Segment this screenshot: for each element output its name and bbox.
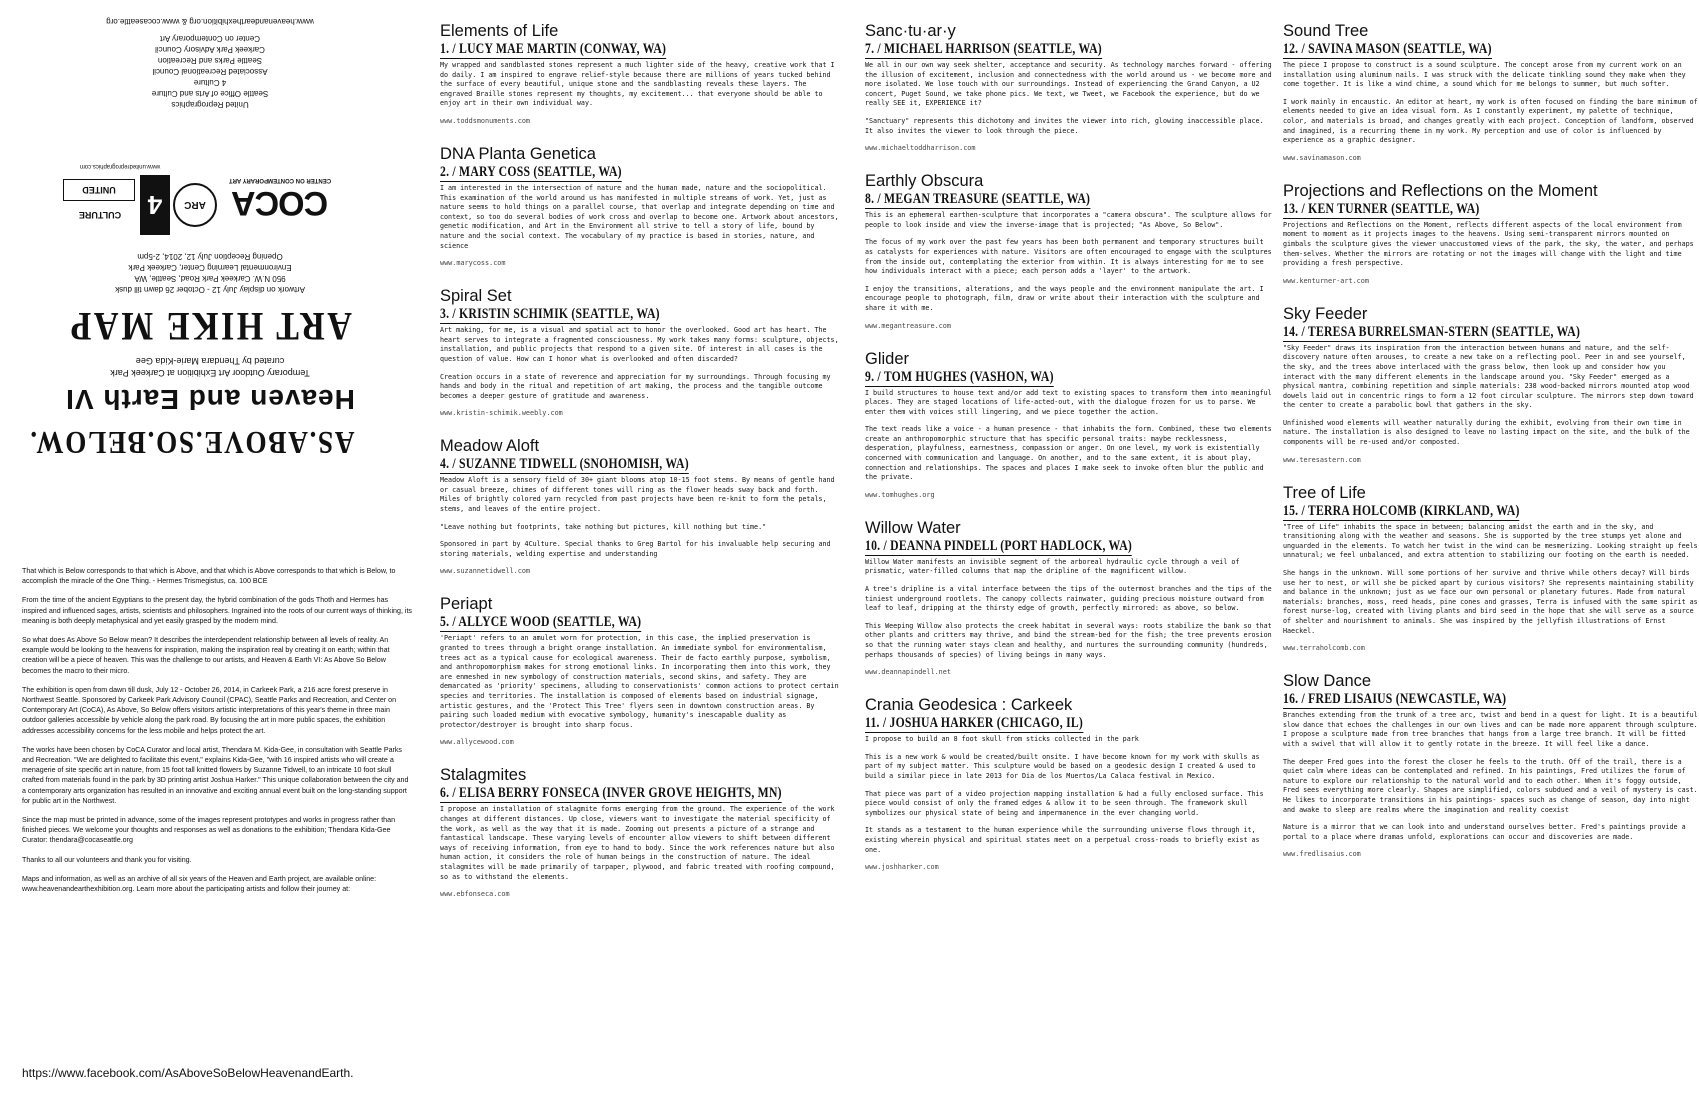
intro-paragraph: From the time of the ancient Egyptians to the present day, the hybrid combination of the gods Thoth and Hermes has inspired and influenced sages, artists, scientists and philosophers. Ingrained into the roots of our current ways of thinking, its meaning is both deeply metaphysical and yet easily grasped by the modern mind. — [22, 596, 412, 625]
cover-website: www.heavenandearthexhibition.org & www.cocaseattle.org — [106, 17, 314, 26]
hours-line: Artwork on display July 12 - October 26 dawn till dusk — [115, 285, 305, 294]
artwork-title: Slow Dance — [1283, 672, 1372, 691]
address-line: 950 N.W. Carkeek Park Road, Seattle, WA — [134, 274, 286, 283]
intro-paragraph: Since the map must be printed in advance, some of the images represent prototypes and works in progress rather than finished pieces. We welcome your thoughts and responses as well as donations to the exhibition; Thendara Kida-Gee Curator: thendara@cocaseattle.org — [22, 816, 396, 845]
artwork-title: Sky Feeder — [1283, 304, 1368, 323]
curated-line: curated by Thendara Marie-Kida Gee — [135, 356, 285, 366]
artist-website-link[interactable]: www.fredlisaius.com — [1283, 850, 1361, 859]
intro-paragraph: Maps and information, as well as an archive of all six years of the Heaven and Earth project, are available online: www.heavenandearthexhibition.org. Learn more about the participating artists and follow their journey at: — [22, 874, 377, 894]
artwork-entry — [1283, 305, 1699, 464]
description-paragraph: A tree's dripline is a vital interface between the tips of the outermost branches and the tips of the tiniest underground rootlets. The canopy collects rainwater, guiding precious moisture outward from leaf to leaf, dripping at the thirsty edge of growth, perfectly mirrored: as above, so below. — [865, 585, 1272, 613]
artist-website-link[interactable]: www.kristin-schimik.weebly.com — [440, 409, 563, 418]
intro-paragraph: That which is Below corresponds to that which is Above, and that which is Above corresponds to that which is Below, to accomplish the miracle of the One Thing. - Hermes Trismegistus, ca. 100 BCE — [22, 567, 396, 586]
description-paragraph: This is a new work & would be created/built onsite. I have become known for my work with skulls as part of my subject matter. This sculpture would be based on a geodesic design I created & used to build a similar piece in late 2013 for Dia de los Muertos/La Calaca festival in Mexico. — [865, 752, 1260, 780]
artwork-description — [440, 184, 840, 251]
description-paragraph: I am interested in the intersection of nature and the human made, nature and the sociopolitical. This examination of the world around us has manifested in multiple streams of work. Yet, just as nature seems to hold things on a parallel course, that overlap and integrate depending on time and context, so too do several bodies of work cross and overlap to become one. Artwork about ancestors, genetic modification, and Art in the Environment all strive to tell a story of life, bound by nature and the social context. The vocabulary of my practice is based in stories, nature, and science — [440, 183, 839, 250]
artist-website-link[interactable]: www.deannapindell.net — [865, 668, 951, 677]
sponsor-item: United Reprographics — [171, 100, 249, 109]
artwork-title: Projections and Reflections on the Moment — [1283, 181, 1598, 200]
artwork-title: Tree of Life — [1283, 483, 1366, 502]
intro-paragraph: Thanks to all our volunteers and thank you for visiting. — [22, 855, 192, 864]
artwork-entry — [865, 172, 1275, 329]
artist-name: 12. / SAVINA MASON (SEATTLE, WA) — [1283, 41, 1492, 57]
artwork-entry — [440, 595, 840, 746]
description-paragraph: I enjoy the transitions, alterations, and the ways people and the environment manipulate the art. I encourage people to photograph, film, draw or write about their interaction with the sculpture and share it with me. — [865, 284, 1264, 312]
artist-name: 2. / MARY COSS (SEATTLE, WA) — [440, 163, 622, 180]
artwork-description — [865, 389, 1275, 483]
description-paragraph: She hangs in the unknown. Will some portions of her survive and thrive while others decay? Will birds use her to nest, or will she be picked apart by curious visitors? She represents maintaining stability and balance in the unknown; just as we face our own personal or planetary futures. Made from natural materials: branches, moss, reed heads, pine cones and grasses, Terra is infused with the same spirit as forest nurse-log, created with living plants and bird seed in the hope that she will serve as a source of shelter and nourishment to animals. She was inspired by the jellyfish illustrations of Ernst Haeckel. — [1283, 569, 1698, 635]
artist-name: 6. / ELISA BERRY FONSECA (INVER GROVE HEIGHTS, MN) — [440, 785, 782, 802]
artwork-description — [865, 735, 1275, 855]
artist-website-link[interactable]: www.joshharker.com — [865, 863, 939, 872]
artwork-entry — [1283, 22, 1699, 162]
sponsor-item: Carkeek Park Advisory Council — [155, 45, 265, 54]
artwork-title: Spiral Set — [440, 287, 512, 306]
artist-website-link[interactable]: www.toddsmonuments.com — [440, 116, 531, 125]
artwork-title: Elements of Life — [440, 22, 559, 40]
artwork-title: Sanc·tu·ar·y — [865, 22, 956, 40]
artwork-description — [1283, 221, 1699, 269]
description-paragraph: I propose to build an 8 foot skull from sticks collected in the park — [865, 735, 1139, 744]
artwork-entry — [440, 22, 840, 125]
artwork-description — [1283, 61, 1699, 146]
description-paragraph: Willow Water manifests an invisible segment of the arboreal hydraulic cycle through a veil of prismatic, water-filled columns that map the dripline of the magnificent willow. — [865, 557, 1240, 576]
description-paragraph: "Sky Feeder" draws its inspiration from the interaction between humans and nature, and the self-discovery nature often arouses, to create a new take on a reflecting pool. Peer in and see yourself, the sky, and the trees above interlaced with the grass below, then look up and consider how you interact with the many different elements in the landscape around you. "Sky Feeder" emerged as a physical mantra, combining repetition and simple materials: 238 wood-backed mirrors mounted atop wood dowels laid out in concentric rings to form a 12 foot circular sculpture. The mirrors step down toward the center to create a parabolic bowl that gathers in the sky. — [1283, 343, 1694, 410]
artist-website-link[interactable]: www.allycewood.com — [440, 738, 514, 747]
facebook-link[interactable]: https://www.facebook.com/AsAboveSoBelowHeavenandEarth. — [22, 1066, 354, 1080]
sponsor-logos — [65, 155, 335, 235]
description-paragraph: "Tree of Life" inhabits the space in between; balancing amidst the earth and in the sky, and transitioning along with the weather and seasons. She is supported by the tree stumps yet alone and unguarded in the elements. To watch her twist in the wind can be mesmerizing. Looking straight up feels unnatural; we feel unbalanced, and extra attention to stabilizing our footing on the earth is needed. — [1283, 522, 1698, 560]
artwork-title: Meadow Aloft — [440, 437, 540, 456]
artist-website-link[interactable]: www.megantreasure.com — [865, 321, 951, 330]
artwork-description — [440, 476, 840, 559]
sponsor-item: 4 Culture — [193, 78, 227, 87]
artist-name: 15. / TERRA HOLCOMB (KIRKLAND, WA) — [1283, 502, 1520, 519]
logo-site: www.unitedreprographics.com — [79, 163, 161, 169]
artist-website-link[interactable]: www.terraholcomb.com — [1283, 644, 1365, 653]
artist-name: 8. / MEGAN TREASURE (SEATTLE, WA) — [865, 191, 1091, 208]
artist-name: 16. / FRED LISAIUS (NEWCASTLE, WA) — [1283, 691, 1507, 708]
artist-name: 5. / ALLYCE WOOD (SEATTLE, WA) — [440, 614, 642, 631]
description-paragraph: Meadow Aloft is a sensory field of 30+ giant blooms atop 10-15 foot stems. By means of gentle hand or casual breeze, chimes of different tones will ring as the flower heads sway back and forth. Miles of brightly colored yarn recycled from past projects have been re-knit to form the petals, stems, and leaves of the entire project. — [440, 476, 835, 514]
artwork-entry — [865, 519, 1275, 676]
artist-name: 3. / KRISTIN SCHIMIK (SEATTLE, WA) — [440, 306, 660, 323]
description-paragraph: That piece was part of a video projection mapping installation & had a fully enclosed surface. This piece would consist of only the framed edges & allow it to be seen through. The framework skull symbolizes our physical state of being and impermanence in the ever changing world. — [865, 789, 1264, 817]
coca-logo: COCA CENTER ON CONTEMPORARY ART — [228, 177, 332, 223]
artwork-description — [440, 805, 840, 882]
artwork-entry — [1283, 672, 1699, 858]
artwork-title: Willow Water — [865, 518, 961, 537]
artwork-entry — [865, 22, 1275, 152]
temporary-line: Temporary Outdoor Art Exhibition at Carkeek Park — [110, 368, 310, 378]
description-paragraph: 'Periapt' refers to an amulet worn for protection, in this case, the implied preservation is granted to trees through a bright orange installation. An immediate symbol for environmentalism, trees act as a typical cause for ecological awareness. Their de facto earthly purpose, symbolism, and anthropomorphism makes for strong emotional links. In incorporating them into this work, they are enmeshed in new symbology of construction materials, second skins, and safety. They are demarcated as 'priority' specimens, alluding to conservationists' common actions to protect certain species and territories. The installation is composed of elements based on industrial signage, artistic gestures, and the 'Protect This Tree' flyers seen in downtown construction areas. By pairing such loaded medium with evocative symbology, humanity's inescapable duality as protector/destroyer is brought into sharp focus. — [440, 634, 839, 729]
description-paragraph: My wrapped and sandblasted stones represent a much lighter side of the heavy, creative work that I do daily. I am inspired to engrave relief-style because there are millions of years tucked behind the surface of every beautiful, unique stone and the sandblasting reveals these layers. The engraved Braille stones represent my thoughts, my excitement... that everyone should be able to enjoy art in their own individual way. — [440, 61, 835, 108]
artwork-title: Sound Tree — [1283, 22, 1369, 40]
artist-website-link[interactable]: www.marycoss.com — [440, 259, 506, 268]
artwork-description — [865, 211, 1275, 313]
description-paragraph: Art making, for me, is a visual and spatial act to honor the overlooked. Good art has heart. The heart serves to integrate a fragmented consciousness. My work takes many forms: sculpture, objects, installation, and public projects that respond to a given site. Of interest in all cases is the question of value. How can I honor what is overlooked and often discarded? — [440, 326, 839, 363]
artwork-description — [1283, 344, 1699, 448]
intro-paragraph: The works have been chosen by CoCA Curator and local artist, Thendara M. Kida-Gee, in consultation with Seattle Parks and Recreation. "We are delighted to facilitate this event," explains Kida-Gee, "with 16 inspired artists who will create a menagerie of site specific art in nature, from 15 foot tall knitted flowers by Suzanne Tidwell, to an intricate 10 foot skull crafted from materials found in the park by 3D printing artist Joshua Harker." This unique collaboration between the city and a contemporary arts organization has resulted in an innovative and exciting annual event built on the long-standing support for public art in the Northwest. — [22, 745, 409, 805]
artwork-description — [440, 634, 840, 730]
description-paragraph: This is an ephemeral earthen-sculpture that incorporates a "camera obscura". The sculpture allows for people to look inside and view the inverse-image that is projected; "As Above, So Below". — [865, 211, 1272, 229]
artist-name: 14. / TERESA BURRELSMAN-STERN (SEATTLE, WA) — [1283, 323, 1581, 340]
artwork-entry — [865, 350, 1275, 499]
description-paragraph: I build structures to house text and/or add text to existing spaces to transform them into meaningful places. They are staged locations of life-acted-out, with the dialogue frozen for us to parse. We enter them with voices still lingering, and we piece together the action. — [865, 388, 1272, 416]
artist-name: 10. / DEANNA PINDELL (PORT HADLOCK, WA) — [865, 537, 1133, 554]
description-paragraph: We all in our own way seek shelter, acceptance and security. As technology marches forward - offering the illusion of excitement, inclusion and connectedness with the world around us - we become more and more isolated. We lose touch with our surroundings. Instead of experiencing the Grand Canyon, a U2 concert, Puget Sound, we take phone pics. We text, we Tweet, we Facebook the experience, but do we really SEE it, EXPERIENCE it? — [865, 61, 1272, 108]
artwork-entry — [1283, 484, 1699, 653]
description-paragraph: "Sanctuary" represents this dichotomy and invites the viewer into rich, glowing inaccessible place. It also invites the viewer to look through the piece. — [865, 116, 1264, 135]
artwork-entry — [1283, 182, 1699, 285]
artist-name: 4. / SUZANNE TIDWELL (SNOHOMISH, WA) — [440, 456, 689, 473]
artist-name: 9. / TOM HUGHES (VASHON, WA) — [865, 368, 1054, 385]
description-paragraph: I work mainly in encaustic. An editor at heart, my work is often focused on finding the bare minimum of elements needed to give an idea visual form. As I constantly experiment, my palette of technique, color, and materials is broad, and changes greatly with each project. Conception of landform, observed and imagined, is a recurring theme in my work. My perception and use of color is influenced by experience as a graphic designer. — [1283, 97, 1698, 145]
entries-column-2 — [865, 0, 1275, 1099]
artwork-description — [865, 558, 1275, 660]
sponsor-item: Center on Contemporary Art — [159, 34, 261, 43]
artwork-description — [1283, 523, 1699, 637]
artwork-title: Crania Geodesica : Carkeek — [865, 696, 1073, 715]
intro-text — [22, 566, 414, 903]
description-paragraph: Nature is a mirror that we can look into and understand ourselves better. Fred's paintings provide a portal to a place where dramas unfold, explorations can occur and discoveries are made. — [1283, 823, 1686, 841]
sponsor-item: Seattle Office of Arts and Culture — [151, 89, 269, 98]
artist-website-link[interactable]: www.ebfonseca.com — [440, 890, 510, 899]
united-logo: UNITED — [63, 179, 135, 201]
description-paragraph: Unfinished wood elements will weather naturally during the exhibit, evolving from their own time in nature. The installation is also designed to leave no lasting impact on the site, and the bulk of the components will be re-used and/or composted. — [1283, 418, 1690, 447]
entries-column-1 — [440, 0, 840, 1099]
description-paragraph: I propose an installation of stalagmite forms emerging from the ground. The experience of the work changes at different distances. Up close, viewers want to investigate the material specificity of the work, as well as the way that it is made. Zooming out presents a picture of a strange and fantastical landscape. These varying levels of encounter allow viewers to shift between different ways of receiving information, from eye to hand to body. Since the work references nature but also human action, it considers the role of human beings in the construction of nature. The ideal stalagmites will be made primarily of tarpaper, plywood, and fabric treated with roofing compound, so as to withstand the elements. — [440, 805, 835, 881]
4culture-logo: 4 — [140, 175, 170, 235]
intro-paragraph: The exhibition is open from dawn till dusk, July 12 - October 26, 2014, in Carkeek Park, a 216 acre forest preserve in Northwest Seattle. Sponsored by Carkeek Park Advisory Council (CPAC), Seattle Parks and Recreation, and Center on Contemporary Art (CoCA), As Above, So Below offers visitors artistic interpretations of this year's theme in three main outdoor galleries accessible by vehicle along the park road. By focusing the art in more public spaces, the exhibition addresses accessibility concerns for the less mobile and helps protect the art. — [22, 685, 397, 735]
artwork-entry — [440, 437, 840, 575]
sponsor-item: Seattle Parks and Recreation — [157, 56, 263, 65]
artist-website-link[interactable]: www.teresastern.com — [1283, 455, 1361, 464]
artist-name: 13. / KEN TURNER (SEATTLE, WA) — [1283, 200, 1480, 217]
artist-name: 7. / MICHAEL HARRISON (SEATTLE, WA) — [865, 41, 1102, 57]
venue-line: Environmental Learning Center, Carkeek Park — [128, 263, 292, 272]
description-paragraph: The piece I propose to construct is a sound sculpture. The concept arose from my current work on an installation using aluminum nails. I was struck with the delicate tinkling sound they make when they come together. It is like a wind chime, a sound which for me belongs to summer, but much softer. — [1283, 61, 1686, 89]
subtitle-heaven: Heaven and Earth VI — [65, 384, 355, 415]
sponsor-list — [120, 33, 300, 110]
artwork-entry — [440, 766, 840, 898]
artist-name: 1. / LUCY MAE MARTIN (CONWAY, WA) — [440, 41, 667, 57]
artwork-description — [440, 326, 840, 401]
culture-logo: CULTURE — [78, 210, 122, 220]
description-paragraph: Sponsored in part by 4Culture. Special thanks to Greg Bartol for his invaluable help securing and storing materials, welding expertise and understanding — [440, 540, 831, 558]
description-paragraph: This Weeping Willow also protects the creek habitat in several ways: roots stabilize the bank so that other plants and critters may thrive, and bind the stream-bed for the fish; the tree prevents erosion so that the running water stays clean and healthy, and nurtures the surrounding community (hundreds, perhaps thousands of species) of living beings in many ways. — [865, 621, 1272, 659]
description-paragraph: Creation occurs in a state of reverence and appreciation for my surroundings. Through focusing my hands and body in the ritual and repetition of art making, the process and the tangible outcome becomes a deeper gesture of gratitude and awareness. — [440, 372, 831, 400]
description-paragraph: It stands as a testament to the human experience while the surrounding universe flows through it, existing wherein physical and spiritual states meet on a perpetual cross-roads to briefly exist as one. — [865, 826, 1260, 854]
artwork-description — [440, 61, 840, 109]
artwork-title: Earthly Obscura — [865, 172, 984, 191]
artwork-title: Stalagmites — [440, 766, 527, 785]
description-paragraph: Branches extending from the trunk of a tree arc, twist and bend in a quest for light. It is a beautiful slow dance that echoes the challenges in our own lives and can be made more apparent through sculpture. I propose a sculpture made from tree branches that hangs from a large tree branch. It will be fitted with a swivel that will allow it to gently rotate in the breeze. It will feel like a dance. — [1283, 711, 1698, 748]
subtitle-as-above: AS.ABOVE.SO.BELOW. — [28, 425, 355, 461]
artist-website-link[interactable]: www.kenturner-art.com — [1283, 276, 1369, 285]
entries-column-3 — [1283, 0, 1699, 1099]
artist-website-link[interactable]: www.michaeltoddharrison.com — [865, 144, 976, 153]
description-paragraph: "Leave nothing but footprints, take nothing but pictures, kill nothing but time." — [440, 522, 767, 531]
artwork-title: DNA Planta Genetica — [440, 144, 596, 163]
artist-website-link[interactable]: www.suzannetidwell.com — [440, 567, 531, 576]
artist-name: 11. / JOSHUA HARKER (CHICAGO, IL) — [865, 715, 1084, 732]
artist-website-link[interactable]: www.savinamason.com — [1283, 153, 1361, 162]
description-paragraph: The deeper Fred goes into the forest the closer he feels to the truth. Off of the trail, there is a quiet calm where ideas can be contemplated and refined. In his paintings, Fred utilizes the forum of nature to explore our relationship to the natural world and to each other. When it's foggy outside, Fred sees everything more clearly. Shapes are simplified, colors subdued and a veil of mystery is cast. He likes to incorporate transitions in his paintings- spaces such as change of season, day into night and awake to sleep are realms where the imagination and reality coexist — [1283, 757, 1698, 814]
sponsor-item: Associated Recreational Council — [152, 67, 268, 76]
intro-paragraph: So what does As Above So Below mean? It describes the interdependent relationship between all levels of reality. An example would be looking to the heavens for inspiration, making the inspiration real by creating it on earth; within that creation will be a piece of heaven. This was the challenge to our artists, and Heaven & Earth VI: As Above So Below becomes the macro to their micro. — [22, 636, 390, 675]
artwork-title: Glider — [865, 349, 910, 368]
arc-logo: ARC — [173, 183, 217, 227]
artwork-description — [1283, 711, 1699, 842]
description-paragraph: The focus of my work over the past few years has been both permanent and temporary structures built as catalysts for experiences with nature. Visitors are often encouraged to engage with the sculptures from the inside out, contemplating the exterior from within. It is always interesting for me to see how individuals interact with a piece; each person adds a 'layer' to the artwork. — [865, 238, 1272, 276]
artist-website-link[interactable]: www.tomhughes.org — [865, 490, 935, 499]
main-title: ART HIKE MAP — [68, 304, 352, 349]
description-paragraph: Projections and Reflections on the Moment, reflects different aspects of the local environment from moment to moment as it projects images to the heavens. Using semi-transparent mirrors mounted on gimbals the sculpture gives the viewer unaccustomed views of the park, the sky, the water, and perhaps them-selves. Whether the mirrors are rotating or not the images will change with the light and time providing a fresh perspective. — [1283, 220, 1694, 268]
cover-column — [0, 0, 420, 1099]
artwork-entry — [440, 145, 840, 267]
description-paragraph: The text reads like a voice - a human presence - that inhabits the form. Combined, these two elements create an anthropomorphic structure that has specific personal traits: maybe recklessness, desperation, playfulness, earnestness, compassion or anger. On one level, my work is existentially concerned with communication and language. On another, and to the same extent, it is about play, connection and relationships. The spaces and places I make seek to invoke often blur the public and the private. — [865, 425, 1272, 482]
opening-line: Opening Reception July 12, 2014, 2-5pm — [137, 252, 283, 261]
artwork-title: Periapt — [440, 595, 493, 614]
artwork-entry — [865, 696, 1275, 871]
cover-panel-rotated — [0, 0, 420, 555]
artwork-entry — [440, 287, 840, 417]
artwork-description — [865, 61, 1275, 136]
